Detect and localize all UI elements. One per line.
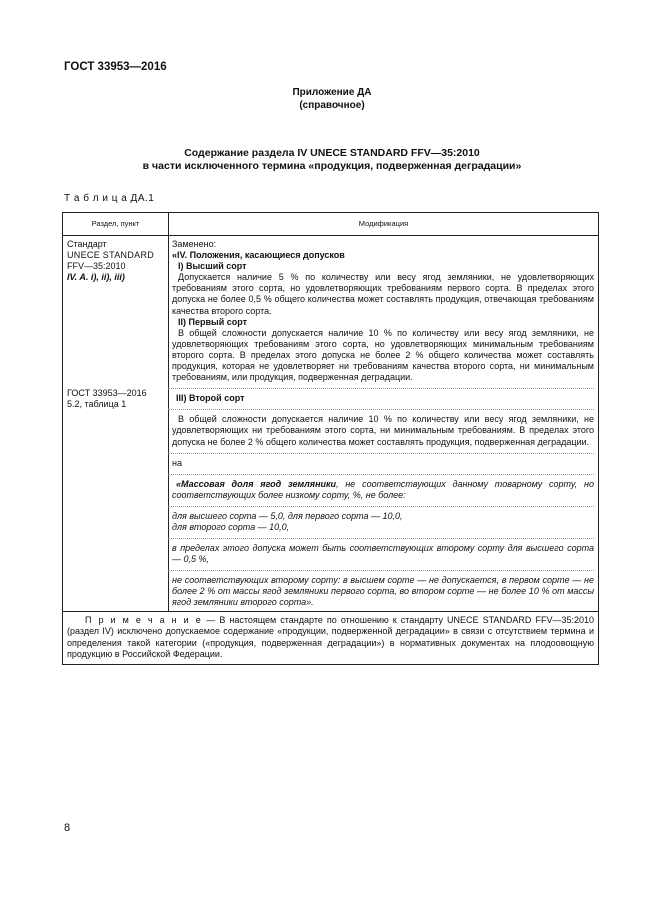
within-tolerance-text: в пределах этого допуска может быть соответствующих второму сорту для высшего сорта — 0,5 %, [172, 543, 594, 565]
appendix-heading [64, 86, 600, 112]
section-title-line-1: Содержание раздела IV UNECE STANDARD FFV—35:2010 [184, 147, 480, 159]
limit-line-2: для второго сорта — 10,0, [172, 521, 290, 532]
note-label: П р и м е ч а н и е [85, 615, 203, 625]
on-word: на [172, 457, 182, 468]
column-divider [168, 213, 169, 611]
new-text-bold: «Массовая доля ягод земляники [176, 478, 337, 489]
reference-gost [67, 388, 165, 410]
table-header-row [63, 213, 598, 236]
reference-line: UNECE STANDARD [67, 250, 155, 260]
header-section-item: Раздел, пункт [91, 219, 140, 228]
grade-3-text: В общей сложности допускается наличие 10 % по количеству или весу ягод земляники, не удовлетворяющих ни требованиям этого сорта, ни минимальным требованиям. В пределах этого допуска не более 2 % общего количества может составлять продукция, подверженная деградации. [172, 414, 594, 447]
table-note [63, 611, 598, 666]
appendix-title: Приложение ДА [292, 87, 372, 98]
grade-2-text: В общей сложности допускается наличие 10 % по количеству или весу ягод земляники, не удовлетворяющих требованиям этого сорта, но удовлетворяющих минимальным требованиям второго сорта. В пределах этого допуска не более 2 % общего количества может составлять продукция, которая не удовлетворяет ни требованиям качества второго сорта, ни минимальным требованиям, или продукция, подверженная деградации. [172, 327, 594, 383]
grade-1-title: I) Высший сорт [178, 261, 247, 272]
page-number: 8 [64, 822, 71, 834]
table-caption: Т а б л и ц а ДА.1 [64, 193, 155, 204]
nonconforming-text: не соответствующих второму сорту: в высшем сорте — не допускается, в первом сорте — не более 2 % от массы ягод земляники первого сорта, во втором сорте — не более 10 % от массы ягод земляники второго сорта». [172, 575, 594, 608]
grade-1-text: Допускается наличие 5 % по количеству или весу ягод земляники, не удовлетворяющих требованиям этого сорта, но удовлетворяющих требованиям первого сорта. В пределах этого допуска не более 0,5 % общего количества может составлять продукция, отвечающая требованиям качества второго сорта. [172, 272, 594, 316]
heading-iv: «IV. Положения, касающиеся допусков [172, 250, 345, 261]
modification-table [62, 212, 599, 665]
reference-unece [67, 239, 165, 283]
section-title-line-2: в части исключенного термина «продукция, подверженная деградации» [142, 160, 522, 172]
reference-line: ГОСТ 33953—2016 [67, 388, 147, 398]
appendix-subtitle: (справочное) [299, 100, 365, 111]
section-title [64, 147, 600, 173]
header-modification: Модификация [358, 219, 409, 228]
reference-section: IV. A. i), ii), iii) [67, 272, 125, 282]
grade-2-title: II) Первый сорт [178, 316, 248, 327]
note-text: — В настоящем стандарте по отношению к стандарту UNECE STANDARD FFV—35:2010 (раздел IV) исключено допускаемое содержание «продукции, подверженной деградации» в связи с отсутствием термина и определения такой категории («продукция, подверженная деградации») в нормативных документах на плодоовощную продукцию в Российской Федерации. [67, 615, 594, 659]
grade-3-title: III) Второй сорт [176, 393, 245, 404]
modification-content [172, 239, 594, 609]
reference-line: 5.2, таблица 1 [67, 399, 127, 409]
document-code: ГОСТ 33953—2016 [64, 61, 167, 73]
limit-line-1: для высшего сорта — 5,0, для первого сорта — 10,0, [172, 510, 403, 521]
new-text-rest: , не соответствующих данному товарному сорту, но соответствующих более низкому сорту, %, не более: [172, 478, 594, 500]
reference-line: Стандарт [67, 239, 107, 249]
reference-line: FFV—35:2010 [67, 261, 126, 271]
replaced-label: Заменено: [172, 239, 217, 249]
